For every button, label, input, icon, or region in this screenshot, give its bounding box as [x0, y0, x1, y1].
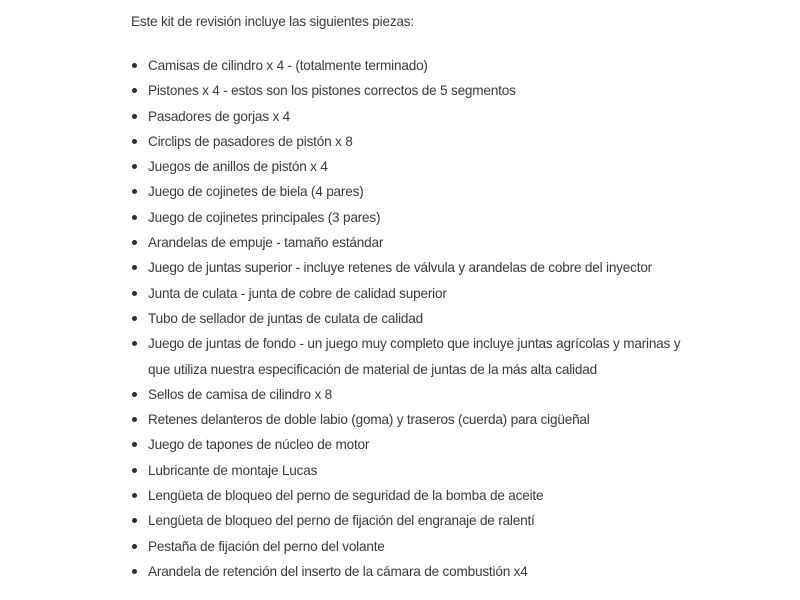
- bullet-icon: [132, 518, 137, 523]
- bullet-icon: [132, 240, 137, 245]
- list-item-text: Arandela de retención del inserto de la cámara de combustión x4: [148, 563, 528, 579]
- list-item: [131, 179, 691, 204]
- list-item-text: Juego de cojinetes de biela (4 pares): [148, 184, 364, 200]
- bullet-icon: [132, 417, 137, 422]
- list-item: [131, 382, 691, 407]
- list-item-text: Arandelas de empuje - tamaño estándar: [148, 235, 384, 251]
- list-item-text: Camisas de cilindro x 4 - (totalmente terminado): [148, 58, 428, 73]
- list-item: [131, 53, 691, 78]
- bullet-icon: [132, 139, 137, 144]
- bullet-icon: [132, 291, 137, 296]
- list-item: [131, 78, 691, 103]
- bullet-icon: [132, 164, 137, 169]
- bullet-icon: [132, 569, 137, 574]
- bullet-icon: [132, 468, 137, 473]
- list-item-text: Lubricante de montaje Lucas: [148, 462, 318, 478]
- list-item-text: Pasadores de gorjas x 4: [148, 108, 290, 124]
- list-item-text: Juego de cojinetes principales (3 pares): [148, 209, 381, 225]
- list-item-text: Juegos de anillos de pistón x 4: [148, 159, 328, 175]
- bullet-icon: [132, 493, 137, 498]
- list-item-text: Pistones x 4 - estos son los pistones correctos de 5 segmentos: [148, 83, 516, 99]
- list-item-text: Retenes delanteros de doble labio (goma) y traseros (cuerda) para cigüeñal: [148, 412, 590, 428]
- list-item: [131, 205, 691, 230]
- list-item: [131, 129, 691, 154]
- list-item: [131, 306, 691, 331]
- list-item: [131, 331, 693, 382]
- list-item-text: Juego de tapones de núcleo de motor: [148, 437, 370, 453]
- list-item-text: Sellos de camisa de cilindro x 8: [148, 386, 333, 402]
- bullet-icon: [132, 544, 137, 549]
- list-item: [131, 255, 691, 280]
- list-item: [131, 407, 691, 432]
- list-item: [131, 534, 691, 559]
- bullet-icon: [132, 265, 137, 270]
- bullet-icon: [132, 189, 137, 194]
- bullet-icon: [132, 215, 137, 220]
- bullet-icon: [132, 442, 137, 447]
- list-item-text: Lengüeta de bloqueo del perno de seguridad de la bomba de aceite: [148, 488, 544, 504]
- bullet-icon: [132, 316, 137, 321]
- bullet-icon: [132, 88, 137, 93]
- list-item-text: Tubo de sellador de juntas de culata de calidad: [148, 310, 424, 326]
- list-item-text: Lengüeta de bloqueo del perno de fijación del engranaje de ralentí: [148, 513, 535, 529]
- list-item-text: Circlips de pasadores de pistón x 8: [148, 133, 353, 149]
- list-item-text: Pestaña de fijación del perno del volante: [148, 538, 385, 554]
- list-item-text: Junta de culata - junta de cobre de calidad superior: [148, 285, 447, 301]
- list-item: [131, 458, 691, 483]
- list-item: [131, 432, 691, 457]
- list-item: [131, 154, 691, 179]
- list-item: [131, 230, 691, 255]
- list-item: [131, 104, 691, 129]
- list-item: [131, 483, 691, 508]
- list-item: [131, 281, 691, 306]
- list-item-text: Juego de juntas de fondo - un juego muy completo que incluye juntas agrícolas y marinas y que utiliza nuestra especificación de material de juntas de la más alta calidad: [148, 336, 681, 377]
- list-item-text: Juego de juntas superior - incluye retenes de válvula y arandelas de cobre del inyector: [148, 260, 653, 276]
- parts-list: [131, 53, 691, 584]
- bullet-icon: [132, 114, 137, 119]
- list-item: [131, 508, 691, 533]
- intro-text: Este kit de revisión incluye las siguientes piezas:: [131, 14, 414, 29]
- bullet-icon: [132, 341, 137, 346]
- bullet-icon: [132, 63, 137, 68]
- list-item: [131, 559, 691, 584]
- bullet-icon: [132, 392, 137, 397]
